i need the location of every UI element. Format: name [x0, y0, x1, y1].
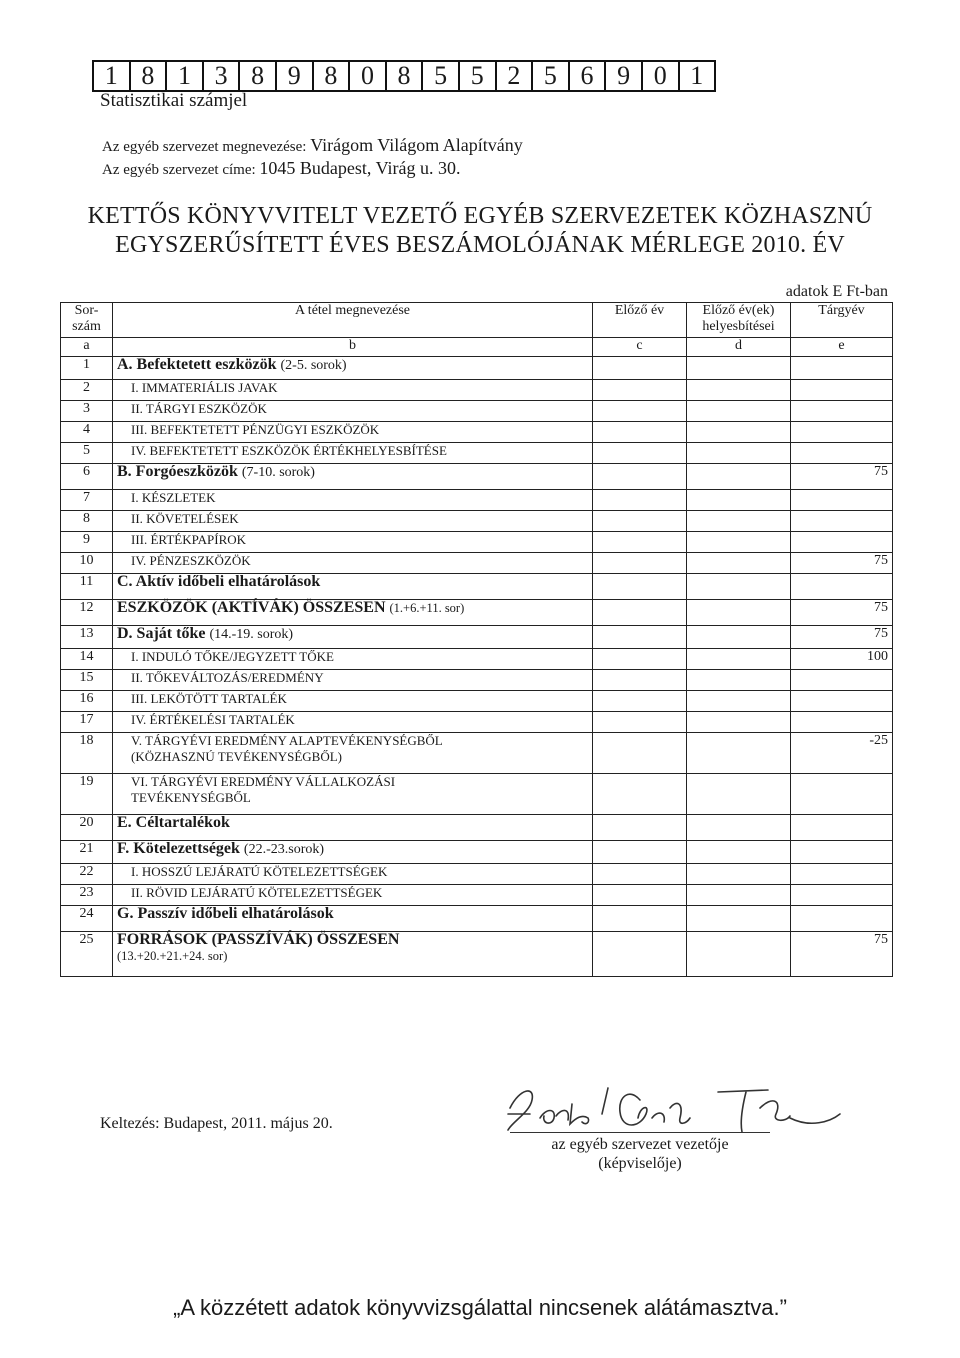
row-number: 21 [61, 841, 113, 864]
row-previous-year [593, 443, 687, 464]
row-item-name: II. TŐKEVÁLTOZÁS/EREDMÉNY [113, 670, 593, 691]
table-row [61, 553, 893, 574]
header-previous-year: Előző év [593, 303, 687, 338]
row-corrections [687, 600, 791, 626]
row-item-name [113, 464, 593, 490]
row-number: 9 [61, 532, 113, 553]
row-number: 2 [61, 380, 113, 401]
row-number: 7 [61, 490, 113, 511]
row-previous-year [593, 574, 687, 600]
table-row [61, 670, 893, 691]
audit-disclaimer: „A közzétett adatok könyvvizsgálattal nincsenek alátámasztva.” [173, 1295, 787, 1320]
row-item-name: G. Passzív időbeli elhatárolások [113, 906, 593, 932]
row-number: 17 [61, 712, 113, 733]
row-number: 10 [61, 553, 113, 574]
row-number: 6 [61, 464, 113, 490]
row-previous-year [593, 815, 687, 841]
table-row [61, 490, 893, 511]
row-item-name [113, 841, 593, 864]
row-previous-year [593, 649, 687, 670]
row-previous-year [593, 532, 687, 553]
item-name-text: F. Kötelezettségek [117, 840, 240, 857]
row-item-name: III. LEKÖTÖTT TARTALÉK [113, 691, 593, 712]
column-letter: a [61, 338, 113, 357]
item-note: (14.-19. sorok) [209, 627, 294, 642]
row-previous-year [593, 600, 687, 626]
header-item-name: A tétel megnevezése [113, 303, 593, 338]
table-row [61, 864, 893, 885]
row-item-name: I. INDULÓ TŐKE/JEGYZETT TŐKE [113, 649, 593, 670]
row-current-year [791, 841, 893, 864]
org-address-value: 1045 Budapest, Virág u. 30. [259, 158, 461, 178]
row-current-year [791, 532, 893, 553]
row-number: 1 [61, 357, 113, 380]
row-number: 8 [61, 511, 113, 532]
row-current-year [791, 815, 893, 841]
table-row [61, 932, 893, 977]
table-row [61, 443, 893, 464]
row-corrections [687, 649, 791, 670]
row-number: 19 [61, 774, 113, 815]
row-previous-year [593, 490, 687, 511]
row-current-year: 100 [791, 649, 893, 670]
row-previous-year [593, 626, 687, 649]
stat-digit: 8 [314, 62, 351, 90]
item-name-line1: FORRÁSOK (PASSZÍVÁK) ÖSSZESEN [117, 931, 400, 948]
row-number: 24 [61, 906, 113, 932]
table-row [61, 574, 893, 600]
stat-digit: 5 [423, 62, 460, 90]
item-note: (2-5. sorok) [280, 358, 347, 373]
item-note: (1.+6.+11. sor) [389, 601, 465, 615]
row-corrections [687, 774, 791, 815]
row-item-name: I. HOSSZÚ LEJÁRATÚ KÖTELEZETTSÉGEK [113, 864, 593, 885]
table-row [61, 422, 893, 443]
row-corrections [687, 841, 791, 864]
stat-digit: 8 [131, 62, 168, 90]
row-corrections [687, 691, 791, 712]
table-row [61, 691, 893, 712]
item-note: (7-10. sorok) [241, 465, 315, 480]
table-row [61, 906, 893, 932]
stat-digit: 5 [460, 62, 497, 90]
row-previous-year [593, 401, 687, 422]
column-letter: c [593, 338, 687, 357]
stat-digit: 0 [350, 62, 387, 90]
row-previous-year [593, 422, 687, 443]
row-item-name: IV. ÉRTÉKELÉSI TARTALÉK [113, 712, 593, 733]
row-item-name: II. TÁRGYI ESZKÖZÖK [113, 401, 593, 422]
item-name-text: A. Befektetett eszközök [117, 356, 277, 373]
row-current-year: 75 [791, 626, 893, 649]
unit-note: adatok E Ft-ban [785, 283, 888, 300]
org-name-line [102, 135, 523, 156]
row-corrections [687, 815, 791, 841]
document-title-line1: KETTŐS KÖNYVVITELT VEZETŐ EGYÉB SZERVEZETEK KÖZHASZNÚ [87, 203, 873, 229]
row-previous-year [593, 464, 687, 490]
row-current-year [791, 574, 893, 600]
row-corrections [687, 733, 791, 774]
stat-digit: 0 [643, 62, 680, 90]
row-corrections [687, 511, 791, 532]
table-row [61, 841, 893, 864]
item-name-line1: VI. TÁRGYÉVI EREDMÉNY VÁLLALKOZÁSI [131, 774, 396, 789]
row-item-name: C. Aktív időbeli elhatárolások [113, 574, 593, 600]
org-name-value: Virágom Világom Alapítvány [310, 135, 523, 155]
table-row [61, 733, 893, 774]
row-current-year [791, 490, 893, 511]
row-current-year: 75 [791, 932, 893, 977]
row-previous-year [593, 932, 687, 977]
row-previous-year [593, 357, 687, 380]
row-item-name [113, 733, 593, 774]
row-corrections [687, 464, 791, 490]
table-row [61, 401, 893, 422]
row-current-year [791, 864, 893, 885]
row-item-name [113, 600, 593, 626]
row-number: 3 [61, 401, 113, 422]
item-name-text: ESZKÖZÖK (AKTÍVÁK) ÖSSZESEN [117, 599, 386, 616]
row-current-year: 75 [791, 600, 893, 626]
row-corrections [687, 932, 791, 977]
row-item-name: III. ÉRTÉKPAPÍROK [113, 532, 593, 553]
row-current-year [791, 422, 893, 443]
item-name-text: B. Forgóeszközök [117, 463, 238, 480]
row-item-name: IV. BEFEKTETETT ESZKÖZÖK ÉRTÉKHELYESBÍTÉSE [113, 443, 593, 464]
row-corrections [687, 574, 791, 600]
stat-digit: 1 [690, 61, 704, 90]
row-current-year [791, 443, 893, 464]
row-current-year [791, 380, 893, 401]
row-number: 22 [61, 864, 113, 885]
stat-digit: 1 [167, 62, 204, 90]
handwritten-signature [490, 1078, 850, 1138]
document-title-line2: EGYSZERŰSÍTETT ÉVES BESZÁMOLÓJÁNAK MÉRLEGE 2010. ÉV [115, 232, 845, 258]
row-corrections [687, 380, 791, 401]
row-current-year [791, 712, 893, 733]
header-row-number: Sor-szám [61, 303, 113, 338]
table-row [61, 885, 893, 906]
row-previous-year [593, 841, 687, 864]
row-corrections [687, 906, 791, 932]
row-item-name: IV. PÉNZESZKÖZÖK [113, 553, 593, 574]
row-corrections [687, 885, 791, 906]
row-corrections [687, 357, 791, 380]
stat-digit: 3 [204, 62, 241, 90]
stat-digit: 9 [606, 62, 643, 90]
row-previous-year [593, 864, 687, 885]
statistical-number-boxes [92, 60, 716, 92]
row-previous-year [593, 670, 687, 691]
row-previous-year [593, 553, 687, 574]
row-corrections [687, 490, 791, 511]
row-previous-year [593, 885, 687, 906]
row-current-year [791, 774, 893, 815]
row-item-name: I. KÉSZLETEK [113, 490, 593, 511]
row-current-year: 75 [791, 464, 893, 490]
item-name-line1: V. TÁRGYÉVI EREDMÉNY ALAPTEVÉKENYSÉGBŐL [131, 733, 443, 748]
table-row [61, 357, 893, 380]
row-item-name: II. KÖVETELÉSEK [113, 511, 593, 532]
column-letter: b [113, 338, 593, 357]
row-number: 14 [61, 649, 113, 670]
row-corrections [687, 401, 791, 422]
header-current-year: Tárgyév [791, 303, 893, 338]
row-item-name: I. IMMATERIÁLIS JAVAK [113, 380, 593, 401]
signer-role-line2: (képviselője) [598, 1155, 682, 1172]
row-number: 23 [61, 885, 113, 906]
item-name-line2: (KÖZHASZNÚ TEVÉKENYSÉGBŐL) [131, 749, 342, 764]
row-previous-year [593, 691, 687, 712]
table-row [61, 600, 893, 626]
signer-role-line1: az egyéb szervezet vezetője [551, 1136, 729, 1153]
column-letter-row [61, 338, 893, 357]
table-row [61, 815, 893, 841]
org-address-line [102, 158, 461, 179]
row-corrections [687, 422, 791, 443]
row-corrections [687, 626, 791, 649]
row-number: 16 [61, 691, 113, 712]
table-row [61, 774, 893, 815]
column-letter: e [791, 338, 893, 357]
header-previous-corrections: Előző év(ek) helyesbítései [687, 303, 791, 338]
row-number: 25 [61, 932, 113, 977]
signer-role [500, 1135, 780, 1173]
row-corrections [687, 553, 791, 574]
stat-digit: 2 [497, 62, 534, 90]
row-item-name: E. Céltartalékok [113, 815, 593, 841]
stat-digit: 5 [533, 62, 570, 90]
row-previous-year [593, 380, 687, 401]
table-row [61, 464, 893, 490]
table-row [61, 532, 893, 553]
table-row [61, 626, 893, 649]
org-name-label: Az egyéb szervezet megnevezése: [102, 139, 307, 155]
row-item-name [113, 626, 593, 649]
row-current-year [791, 691, 893, 712]
row-current-year [791, 401, 893, 422]
item-name-text: D. Saját tőke [117, 625, 206, 642]
date-line: Keltezés: Budapest, 2011. május 20. [100, 1115, 333, 1132]
item-name-line2: TEVÉKENYSÉGBŐL [131, 790, 251, 805]
row-current-year [791, 511, 893, 532]
row-number: 20 [61, 815, 113, 841]
table-row [61, 649, 893, 670]
row-current-year [791, 885, 893, 906]
row-current-year: 75 [791, 553, 893, 574]
row-current-year [791, 906, 893, 932]
row-corrections [687, 532, 791, 553]
row-previous-year [593, 733, 687, 774]
row-item-name [113, 932, 593, 977]
row-item-name [113, 774, 593, 815]
row-number: 12 [61, 600, 113, 626]
stat-digit: 8 [240, 62, 277, 90]
row-previous-year [593, 511, 687, 532]
item-name-line2: (13.+20.+21.+24. sor) [117, 949, 228, 963]
stat-digit: 8 [387, 62, 424, 90]
stat-digit: 6 [570, 62, 607, 90]
table-row [61, 380, 893, 401]
row-current-year [791, 357, 893, 380]
row-item-name: III. BEFEKTETETT PÉNZÜGYI ESZKÖZÖK [113, 422, 593, 443]
row-corrections [687, 712, 791, 733]
row-current-year [791, 670, 893, 691]
row-previous-year [593, 774, 687, 815]
row-corrections [687, 864, 791, 885]
row-previous-year [593, 906, 687, 932]
row-number: 4 [61, 422, 113, 443]
item-note: (22.-23.sorok) [243, 842, 325, 857]
balance-sheet-table [60, 302, 893, 977]
row-corrections [687, 670, 791, 691]
row-corrections [687, 443, 791, 464]
row-number: 13 [61, 626, 113, 649]
stat-digit: 1 [94, 62, 131, 90]
stat-digit: 9 [277, 62, 314, 90]
row-number: 15 [61, 670, 113, 691]
row-current-year: -25 [791, 733, 893, 774]
row-item-name [113, 357, 593, 380]
row-number: 5 [61, 443, 113, 464]
column-letter: d [687, 338, 791, 357]
row-item-name: II. RÖVID LEJÁRATÚ KÖTELEZETTSÉGEK [113, 885, 593, 906]
row-previous-year [593, 712, 687, 733]
table-row [61, 511, 893, 532]
row-number: 18 [61, 733, 113, 774]
row-number: 11 [61, 574, 113, 600]
org-address-label: Az egyéb szervezet címe: [102, 162, 256, 178]
signature-line [510, 1132, 770, 1133]
table-row [61, 712, 893, 733]
table-header-row [61, 303, 893, 338]
stat-number-label: Statisztikai számjel [100, 90, 248, 111]
